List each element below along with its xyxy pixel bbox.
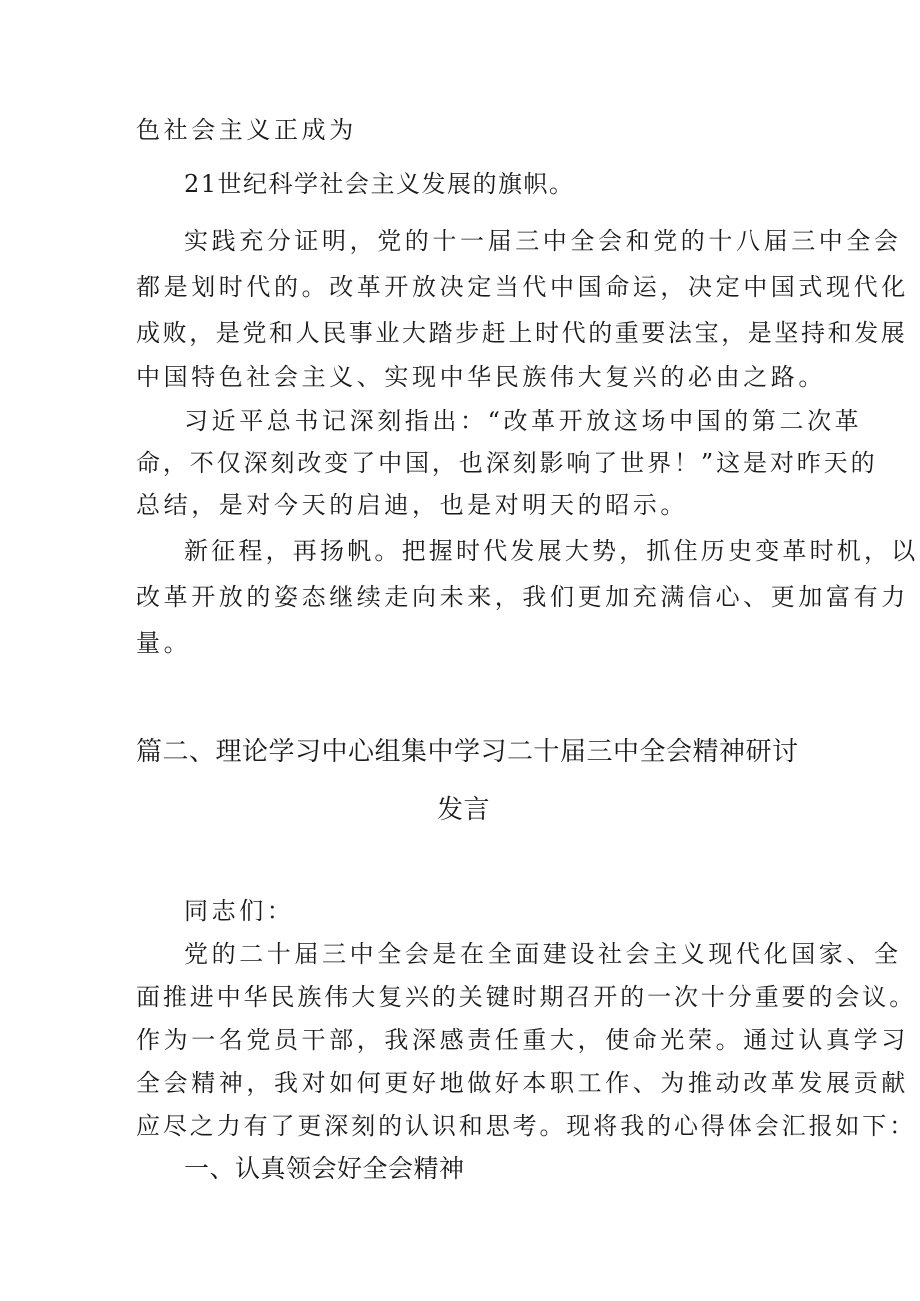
paragraph-line: 全会精神，我对如何更好地做好本职工作、为推动改革发展贡献	[136, 1069, 909, 1097]
paragraph-line: 党的二十届三中全会是在全面建设社会主义现代化国家、全	[184, 940, 902, 968]
paragraph-line: 实践充分证明，党的十一届三中全会和党的十八届三中全会	[184, 227, 902, 255]
paragraph-line: 量。	[136, 629, 192, 657]
subheading: 一、认真领会好全会精神	[184, 1154, 465, 1183]
greeting: 同志们：	[184, 897, 295, 925]
paragraph-line: 21世纪科学社会主义发展的旗帜。	[184, 170, 575, 198]
paragraph-line: 应尽之力有了更深刻的认识和思考。现将我的心得体会汇报如下：	[136, 1112, 917, 1140]
paragraph-line: 新征程，再扬帆。把握时代发展大势，抓住历史变革时机，以	[184, 537, 919, 565]
section-title-continued: 发言	[437, 795, 491, 825]
section-title: 篇二、理论学习中心组集中学习二十届三中全会精神研讨	[136, 737, 799, 767]
paragraph-line: 色社会主义正成为	[136, 116, 357, 144]
paragraph-line: 习近平总书记深刻指出：“改革开放这场中国的第二次革	[184, 407, 863, 435]
paragraph-line: 都是划时代的。改革开放决定当代中国命运，决定中国式现代化	[136, 273, 909, 301]
paragraph-line: 总结，是对今天的启迪，也是对明天的昭示。	[136, 491, 688, 519]
paragraph-line: 作为一名党员干部，我深感责任重大，使命光荣。通过认真学习	[136, 1026, 909, 1054]
paragraph-line: 改革开放的姿态继续走向未来，我们更加充满信心、更加富有力	[136, 583, 909, 611]
paragraph-line: 成败，是党和人民事业大踏步赶上时代的重要法宝，是坚持和发展	[136, 319, 908, 347]
paragraph-line: 面推进中华民族伟大复兴的关键时期召开的一次十分重要的会议。	[136, 983, 917, 1011]
paragraph-line: 命，不仅深刻改变了中国，也深刻影响了世界！”这是对昨天的	[136, 449, 878, 477]
paragraph-line: 中国特色社会主义、实现中华民族伟大复兴的必由之路。	[136, 363, 826, 391]
